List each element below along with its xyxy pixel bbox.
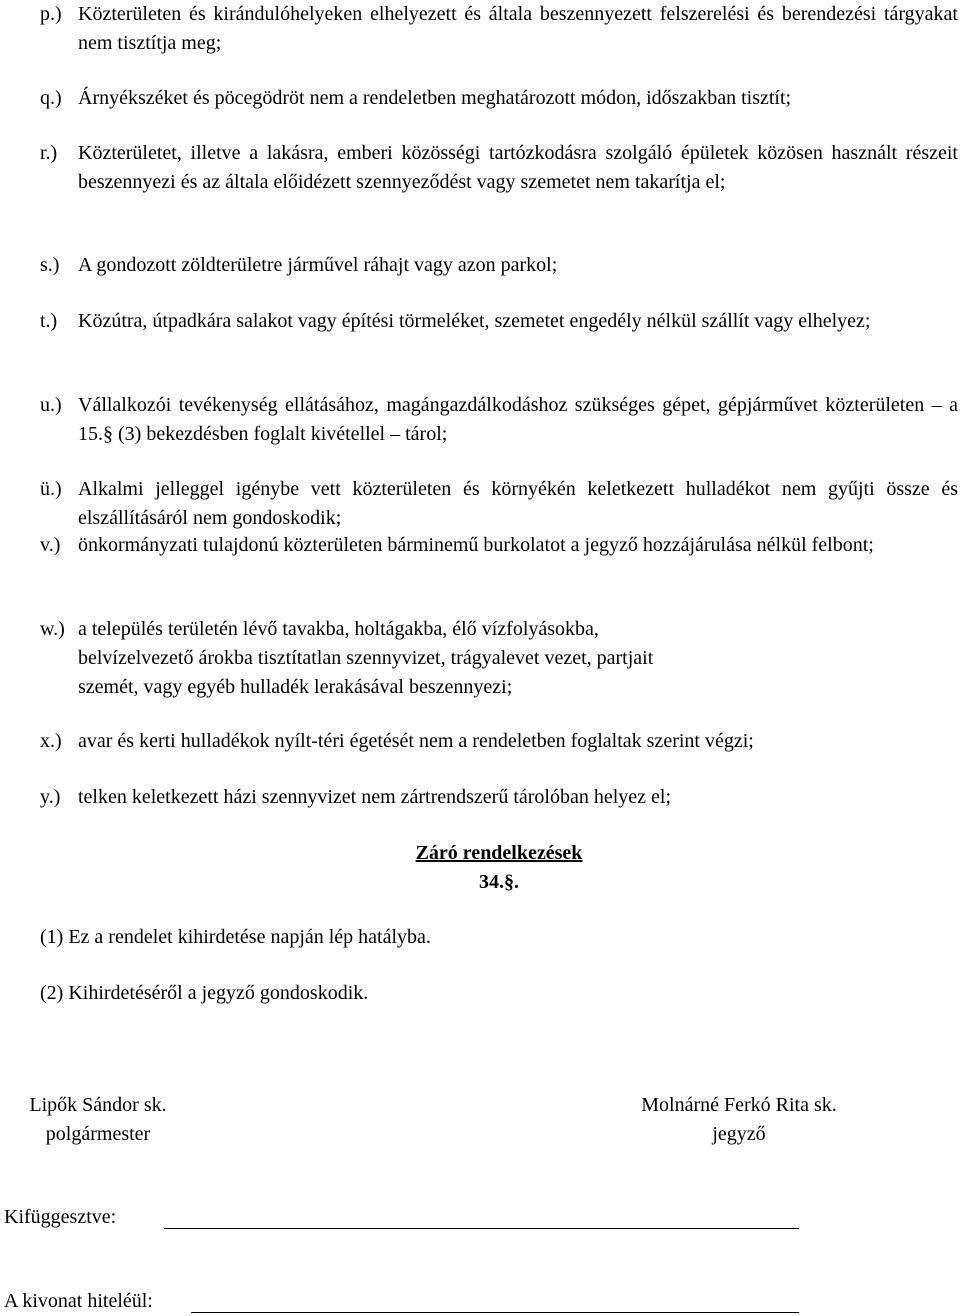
blank-line: [191, 1312, 799, 1313]
item-text: avar és kerti hulladékok nyílt-téri égetését nem a rendeletben foglaltak szerint végzi;: [78, 730, 754, 752]
list-item-u-umlaut: [40, 475, 958, 533]
posted-field: [4, 1203, 116, 1232]
item-label: r.): [40, 142, 58, 164]
item-label: p.): [40, 3, 62, 25]
item-text: [78, 615, 958, 702]
list-item-v: [40, 531, 958, 560]
item-line: szemét, vagy egyéb hulladék lerakásával beszennyezi;: [78, 676, 513, 698]
item-label: q.): [40, 87, 62, 109]
item-label: w.): [40, 618, 65, 640]
item-label: u.): [40, 394, 62, 416]
item-label: v.): [40, 534, 61, 556]
item-text: Közterületet, illetve a lakásra, emberi közösségi tartózkodásra szolgáló épületek közösen használt részeit beszennyezi és az általa előidézett szennyeződést vagy szemetet nem takarítja el;: [78, 142, 958, 193]
section-number: 34.§.: [479, 871, 519, 893]
signature-role: polgármester: [45, 1123, 151, 1145]
signature-notary: [612, 1091, 866, 1149]
item-text: Árnyékszéket és pöcegödröt nem a rendeletben meghatározott módon, időszakban tisztít;: [78, 87, 792, 109]
item-label: s.): [40, 254, 60, 276]
item-line: a település területén lévő tavakba, holtágakba, élő vízfolyásokba,: [78, 618, 599, 640]
list-item-p: [40, 0, 958, 58]
item-text: Közterületen és kirándulóhelyeken elhelyezett és általa beszennyezett felszerelési és berendezési tárgyakat nem tisztítja meg;: [78, 3, 958, 54]
item-text: önkormányzati tulajdonú közterületen bárminemű burkolatot a jegyző hozzájárulása nélkül felbont;: [78, 534, 874, 556]
signature-mayor: [0, 1091, 196, 1149]
signature-role: jegyző: [712, 1123, 766, 1145]
item-text: Alkalmi jelleggel igénybe vett közterületen és környékén keletkezett hulladékot nem gyűjti össze és elszállításáról nem gondoskodik;: [78, 478, 958, 529]
item-text: Vállalkozói tevékenység ellátásához, magángazdálkodáshoz szükséges gépet, gépjárművet közterületen – a 15.§ (3) bekezdésben foglalt kivétellel – tárol;: [78, 394, 958, 445]
list-item-q: [40, 84, 958, 113]
item-label: y.): [40, 786, 61, 808]
section-title: Záró rendelkezések: [415, 842, 583, 864]
list-item-s: [40, 251, 958, 280]
item-text: A gondozott zöldterületre járművel ráhajt vagy azon parkol;: [78, 254, 558, 276]
item-text: Közútra, útpadkára salakot vagy építési törmeléket, szemetet engedély nélkül szállít vagy elhelyez;: [78, 310, 871, 332]
list-item-y: [40, 783, 958, 812]
signature-name: Molnárné Ferkó Rita sk.: [641, 1094, 837, 1116]
signature-name: Lipők Sándor sk.: [29, 1094, 167, 1116]
certified-field: [4, 1287, 153, 1316]
blank-line: [164, 1228, 799, 1229]
item-label: ü.): [40, 478, 62, 500]
item-label: t.): [40, 310, 58, 332]
item-text: telken keletkezett házi szennyvizet nem zártrendszerű tárolóban helyez el;: [78, 786, 672, 808]
field-label: A kivonat hiteléül:: [4, 1290, 153, 1312]
item-line: belvízelvezető árokba tisztítatlan szennyvizet, trágyalevet vezet, partjait: [78, 647, 654, 669]
paragraph-2: (2) Kihirdetéséről a jegyző gondoskodik.: [40, 982, 369, 1004]
list-item-w: [40, 615, 958, 702]
item-label: x.): [40, 730, 62, 752]
list-item-x: [40, 727, 958, 756]
list-item-t: [40, 307, 958, 336]
field-label: Kifüggesztve:: [4, 1206, 117, 1228]
paragraph-1: (1) Ez a rendelet kihirdetése napján lép hatályba.: [40, 926, 431, 948]
list-item-u: [40, 391, 958, 449]
list-item-r: [40, 139, 958, 197]
